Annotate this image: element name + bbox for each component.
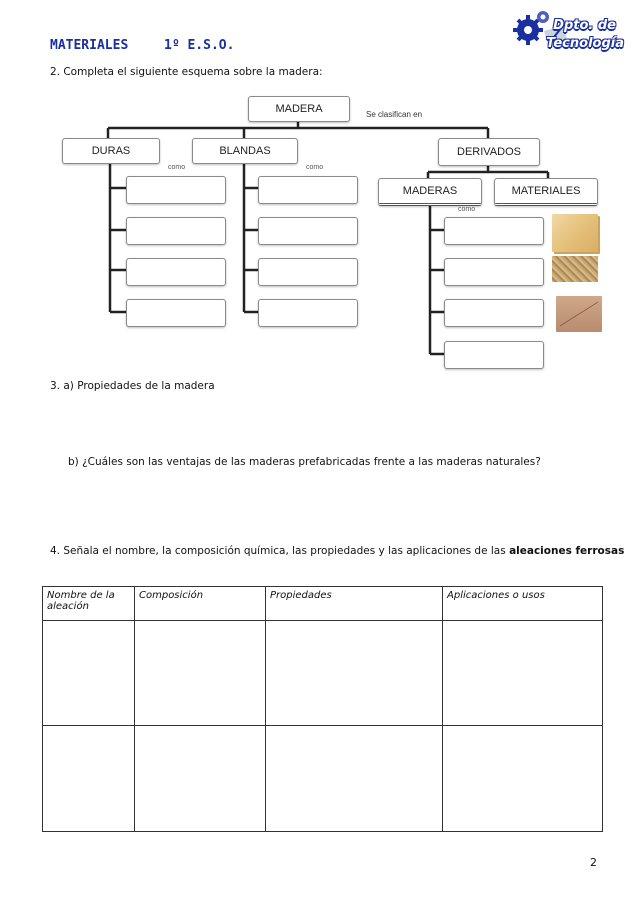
answer-box-blandas-2[interactable] — [258, 217, 358, 245]
node-derivados: DERIVADOS — [438, 138, 540, 166]
table-row — [43, 621, 603, 726]
node-duras: DURAS — [62, 138, 160, 164]
answer-box-duras-4[interactable] — [126, 299, 226, 327]
column-header: Nombre de la aleación — [43, 587, 135, 621]
table-row — [43, 726, 603, 832]
node-maderas: MADERAS — [378, 178, 482, 206]
fiberboard-image — [556, 296, 602, 332]
course-level: 1º E.S.O. — [164, 38, 235, 53]
como-label-blandas: como — [306, 164, 324, 171]
answer-box-derivados-3[interactable] — [444, 299, 544, 327]
table-header-row — [43, 587, 603, 621]
table-cell[interactable] — [135, 726, 266, 832]
table-cell[interactable] — [443, 621, 603, 726]
answer-box-blandas-1[interactable] — [258, 176, 358, 204]
table-cell[interactable] — [43, 621, 135, 726]
como-label-duras: como — [168, 164, 186, 171]
node-madera: MADERA — [248, 96, 350, 122]
question-3b: b) ¿Cuáles son las ventajas de las maderas prefabricadas frente a las maderas naturales? — [68, 456, 541, 468]
plywood-image — [552, 214, 598, 252]
fiberboard-texture — [556, 296, 602, 332]
answer-box-duras-3[interactable] — [126, 258, 226, 286]
answer-box-duras-1[interactable] — [126, 176, 226, 204]
table-cell[interactable] — [135, 621, 266, 726]
column-header: Composición — [135, 587, 266, 621]
answer-box-derivados-2[interactable] — [444, 258, 544, 286]
page-number: 2 — [590, 856, 597, 869]
table-cell[interactable] — [443, 726, 603, 832]
answer-box-blandas-3[interactable] — [258, 258, 358, 286]
table-cell[interactable] — [43, 726, 135, 832]
node-blandas: BLANDAS — [192, 138, 298, 164]
node-materiales: MATERIALES — [494, 178, 598, 206]
answer-box-duras-2[interactable] — [126, 217, 226, 245]
answer-box-derivados-4[interactable] — [444, 341, 544, 369]
worksheet-title: MATERIALES — [50, 38, 129, 53]
question-4 — [50, 545, 624, 557]
question-4-text: 4. Señala el nombre, la composición química, las propiedades y las aplicaciones de las — [50, 545, 510, 557]
question-2: 2. Completa el siguiente esquema sobre la madera: — [50, 66, 323, 78]
question-3a: 3. a) Propiedades de la madera — [50, 380, 215, 392]
alloys-table — [42, 586, 603, 832]
column-header: Aplicaciones o usos — [443, 587, 603, 621]
logo-line-2: Tecnología — [546, 36, 624, 51]
answer-box-blandas-4[interactable] — [258, 299, 358, 327]
column-header: Propiedades — [266, 587, 443, 621]
question-4-bold: aleaciones ferrosas — [509, 545, 625, 557]
como-label-derivados: como — [458, 206, 476, 213]
classify-note: Se clasifican en — [366, 110, 423, 119]
answer-box-derivados-1[interactable] — [444, 217, 544, 245]
logo-line-1: Dpto. de — [553, 18, 616, 33]
table-cell[interactable] — [266, 726, 443, 832]
table-cell[interactable] — [266, 621, 443, 726]
wood-classification-diagram — [0, 0, 638, 380]
particleboard-image — [552, 256, 598, 282]
